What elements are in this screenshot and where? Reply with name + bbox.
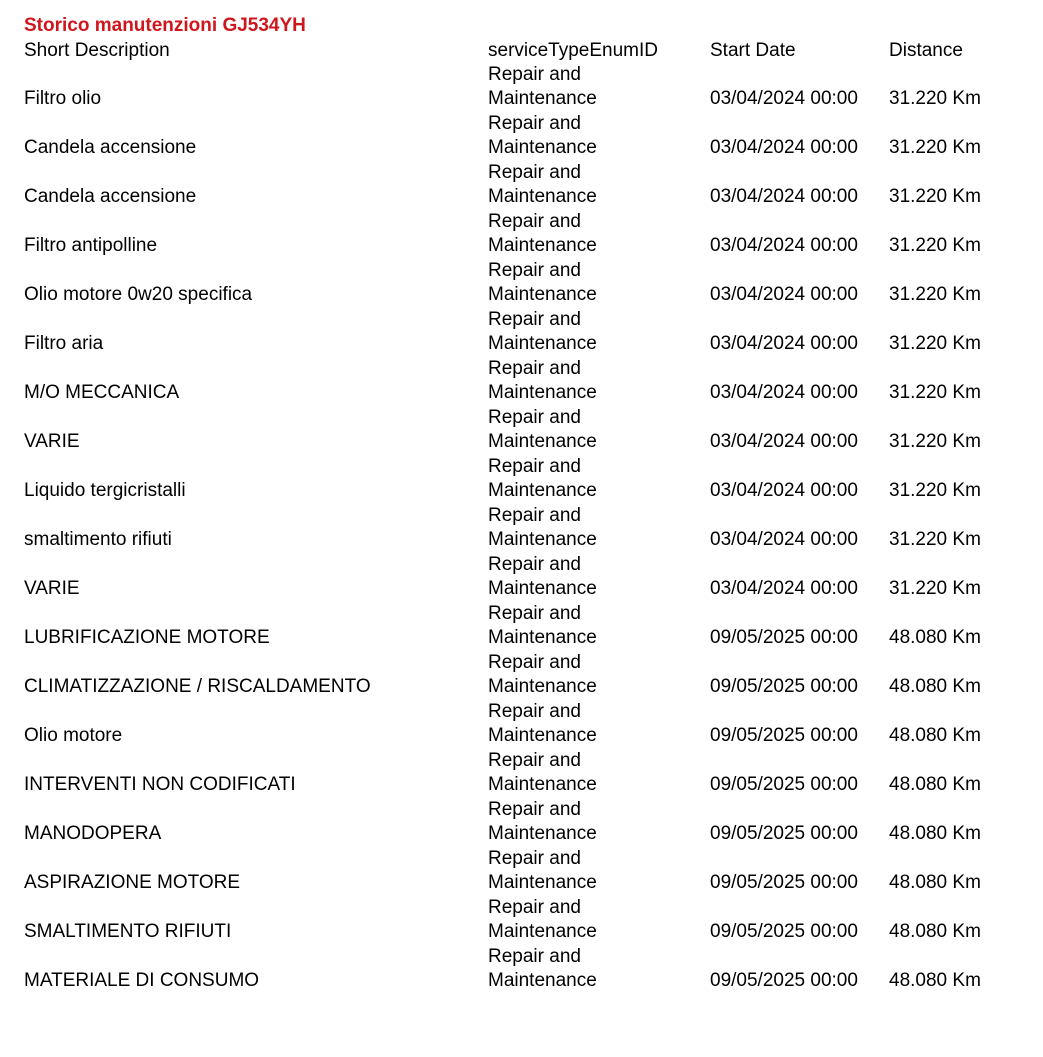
row-start-date: 03/04/2024 00:00: [710, 186, 858, 207]
header-distance: Distance: [889, 40, 963, 61]
row-short-description: SMALTIMENTO RIFIUTI: [24, 921, 232, 942]
row-start-date: 03/04/2024 00:00: [710, 431, 858, 452]
row-distance: 48.080 Km: [889, 823, 981, 844]
header-start-date: Start Date: [710, 40, 796, 61]
document-title: Storico manutenzioni GJ534YH: [24, 15, 306, 36]
header-service-type: serviceTypeEnumID: [488, 40, 659, 61]
row-service-type-line1: Repair and: [488, 946, 581, 967]
table-row: [0, 210, 1043, 259]
row-distance: 31.220 Km: [889, 529, 981, 550]
row-short-description: Olio motore 0w20 specifica: [24, 284, 253, 305]
row-service-type-line2: Maintenance: [488, 88, 597, 109]
row-start-date: 09/05/2025 00:00: [710, 823, 858, 844]
row-service-type: [488, 504, 597, 552]
table-row: [0, 161, 1043, 210]
row-short-description: Filtro olio: [24, 88, 102, 109]
row-short-description: Candela accensione: [24, 137, 197, 158]
row-start-date: 09/05/2025 00:00: [710, 774, 858, 795]
row-start-date: 09/05/2025 00:00: [710, 627, 858, 648]
row-distance: 31.220 Km: [889, 186, 981, 207]
row-service-type-line2: Maintenance: [488, 382, 597, 403]
row-service-type: [488, 553, 597, 601]
row-start-date: 09/05/2025 00:00: [710, 725, 858, 746]
row-short-description: LUBRIFICAZIONE MOTORE: [24, 627, 270, 648]
row-service-type: [488, 308, 597, 356]
row-service-type-line2: Maintenance: [488, 578, 597, 599]
row-service-type: [488, 63, 597, 111]
row-distance: 31.220 Km: [889, 137, 981, 158]
row-start-date: 03/04/2024 00:00: [710, 333, 858, 354]
row-service-type-line1: Repair and: [488, 309, 581, 330]
row-distance: 31.220 Km: [889, 382, 981, 403]
row-distance: 48.080 Km: [889, 970, 981, 991]
row-short-description: Liquido tergicristalli: [24, 480, 186, 501]
row-service-type: [488, 798, 597, 846]
row-start-date: 03/04/2024 00:00: [710, 480, 858, 501]
row-service-type-line2: Maintenance: [488, 529, 597, 550]
row-distance: 48.080 Km: [889, 921, 981, 942]
row-short-description: M/O MECCANICA: [24, 382, 180, 403]
row-service-type-line1: Repair and: [488, 407, 581, 428]
row-distance: 48.080 Km: [889, 627, 981, 648]
row-service-type-line2: Maintenance: [488, 872, 597, 893]
row-service-type-line2: Maintenance: [488, 186, 597, 207]
row-service-type: [488, 749, 597, 797]
row-service-type-line1: Repair and: [488, 603, 581, 624]
row-service-type-line2: Maintenance: [488, 480, 597, 501]
row-start-date: 03/04/2024 00:00: [710, 137, 858, 158]
table-row: [0, 455, 1043, 504]
row-service-type-line1: Repair and: [488, 554, 581, 575]
table-row: [0, 798, 1043, 847]
row-short-description: INTERVENTI NON CODIFICATI: [24, 774, 296, 795]
row-short-description: MANODOPERA: [24, 823, 162, 844]
row-start-date: 03/04/2024 00:00: [710, 578, 858, 599]
table-row: [0, 504, 1043, 553]
row-service-type-line1: Repair and: [488, 260, 581, 281]
row-start-date: 09/05/2025 00:00: [710, 970, 858, 991]
row-short-description: Filtro aria: [24, 333, 104, 354]
row-service-type-line2: Maintenance: [488, 676, 597, 697]
row-start-date: 03/04/2024 00:00: [710, 88, 858, 109]
row-service-type-line1: Repair and: [488, 652, 581, 673]
row-service-type: [488, 896, 597, 944]
row-short-description: MATERIALE DI CONSUMO: [24, 970, 260, 991]
row-service-type-line1: Repair and: [488, 162, 581, 183]
table-row: [0, 847, 1043, 896]
row-service-type-line2: Maintenance: [488, 774, 597, 795]
row-short-description: VARIE: [24, 431, 80, 452]
row-service-type-line2: Maintenance: [488, 235, 597, 256]
row-distance: 31.220 Km: [889, 235, 981, 256]
row-service-type-line1: Repair and: [488, 64, 581, 85]
row-service-type: [488, 259, 597, 307]
row-distance: 31.220 Km: [889, 480, 981, 501]
row-short-description: Filtro antipolline: [24, 235, 158, 256]
row-distance: 48.080 Km: [889, 774, 981, 795]
row-service-type-line2: Maintenance: [488, 137, 597, 158]
row-service-type-line2: Maintenance: [488, 627, 597, 648]
row-start-date: 09/05/2025 00:00: [710, 921, 858, 942]
row-service-type-line1: Repair and: [488, 456, 581, 477]
row-service-type-line1: Repair and: [488, 750, 581, 771]
row-service-type-line2: Maintenance: [488, 725, 597, 746]
table-body: [0, 63, 1043, 994]
row-service-type: [488, 847, 597, 895]
table-row: [0, 700, 1043, 749]
row-service-type: [488, 406, 597, 454]
row-distance: 31.220 Km: [889, 333, 981, 354]
row-service-type-line2: Maintenance: [488, 921, 597, 942]
row-start-date: 03/04/2024 00:00: [710, 529, 858, 550]
row-service-type: [488, 700, 597, 748]
row-service-type-line2: Maintenance: [488, 823, 597, 844]
row-service-type: [488, 455, 597, 503]
row-service-type-line1: Repair and: [488, 358, 581, 379]
row-short-description: VARIE: [24, 578, 80, 599]
row-service-type-line2: Maintenance: [488, 431, 597, 452]
row-service-type-line1: Repair and: [488, 897, 581, 918]
row-service-type: [488, 945, 597, 993]
row-service-type-line1: Repair and: [488, 701, 581, 722]
row-start-date: 03/04/2024 00:00: [710, 382, 858, 403]
row-short-description: Olio motore: [24, 725, 123, 746]
table-row: [0, 63, 1043, 112]
row-service-type-line1: Repair and: [488, 799, 581, 820]
table-row: [0, 357, 1043, 406]
row-short-description: smaltimento rifiuti: [24, 529, 172, 550]
row-short-description: Candela accensione: [24, 186, 197, 207]
row-service-type: [488, 651, 597, 699]
row-distance: 48.080 Km: [889, 725, 981, 746]
row-start-date: 03/04/2024 00:00: [710, 284, 858, 305]
table-header: [0, 39, 1043, 63]
row-service-type-line1: Repair and: [488, 211, 581, 232]
row-service-type: [488, 161, 597, 209]
row-short-description: CLIMATIZZAZIONE / RISCALDAMENTO: [24, 676, 371, 697]
table-row: [0, 112, 1043, 161]
table-row: [0, 406, 1043, 455]
row-service-type: [488, 602, 597, 650]
row-distance: 48.080 Km: [889, 872, 981, 893]
row-service-type: [488, 112, 597, 160]
table-row: [0, 945, 1043, 994]
header-short-description: Short Description: [24, 40, 170, 61]
row-service-type: [488, 210, 597, 258]
row-start-date: 09/05/2025 00:00: [710, 676, 858, 697]
row-short-description: ASPIRAZIONE MOTORE: [24, 872, 241, 893]
row-service-type: [488, 357, 597, 405]
row-service-type-line1: Repair and: [488, 505, 581, 526]
row-distance: 31.220 Km: [889, 284, 981, 305]
row-service-type-line2: Maintenance: [488, 333, 597, 354]
table-row: [0, 749, 1043, 798]
row-distance: 31.220 Km: [889, 88, 981, 109]
row-distance: 48.080 Km: [889, 676, 981, 697]
row-distance: 31.220 Km: [889, 431, 981, 452]
row-service-type-line2: Maintenance: [488, 284, 597, 305]
row-start-date: 09/05/2025 00:00: [710, 872, 858, 893]
table-row: [0, 308, 1043, 357]
table-row: [0, 259, 1043, 308]
row-service-type-line1: Repair and: [488, 848, 581, 869]
row-service-type-line2: Maintenance: [488, 970, 597, 991]
table-row: [0, 602, 1043, 651]
table-row: [0, 651, 1043, 700]
row-service-type-line1: Repair and: [488, 113, 581, 134]
table-row: [0, 896, 1043, 945]
table-row: [0, 553, 1043, 602]
row-distance: 31.220 Km: [889, 578, 981, 599]
row-start-date: 03/04/2024 00:00: [710, 235, 858, 256]
